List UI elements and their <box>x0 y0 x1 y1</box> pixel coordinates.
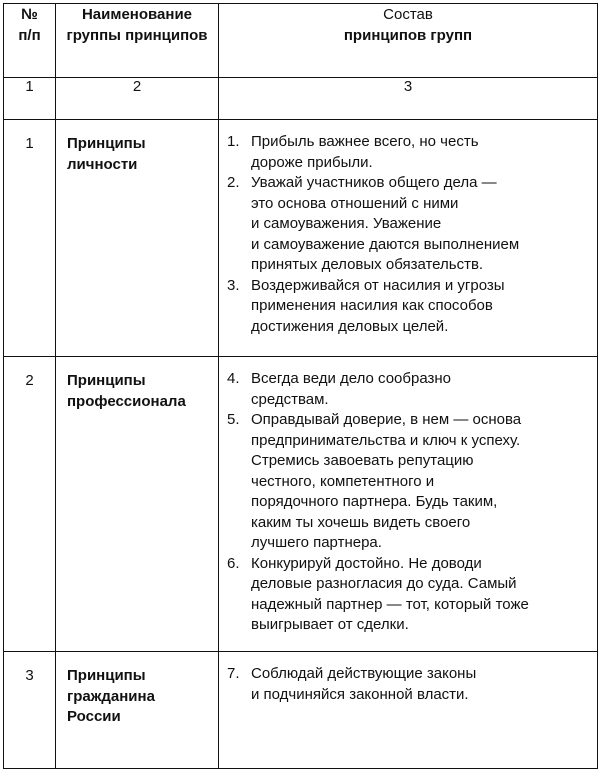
row-number: 2 <box>4 357 56 652</box>
group-name-line: гражданина <box>67 687 155 705</box>
header-composition-line: Состав <box>383 6 433 23</box>
column-number: 2 <box>56 78 219 120</box>
principle-line: лучшего партнера. <box>251 534 382 551</box>
table-row <box>4 120 598 357</box>
table-row <box>4 652 598 769</box>
header-group-line: группы принципов <box>66 27 208 44</box>
group-name <box>56 357 219 652</box>
principle-line: деловые разногласия до суда. Самый <box>251 575 517 592</box>
header-number <box>4 4 56 78</box>
principle-line: средствам. <box>251 390 329 408</box>
group-name-line: профессионала <box>67 392 186 410</box>
principles-cell <box>219 357 598 652</box>
principle-item <box>227 369 589 410</box>
principles-list <box>227 369 589 636</box>
document-page <box>3 3 597 727</box>
row-number: 1 <box>4 120 56 357</box>
principle-line: предпринимательства и ключ к успеху. <box>251 431 521 449</box>
principle-number: 4. <box>227 370 240 387</box>
group-name <box>56 652 219 769</box>
principle-line: это основа отношений с ними <box>251 194 459 212</box>
principles-list <box>227 664 589 705</box>
group-name-line: России <box>67 708 121 725</box>
group-name-line: Принципы <box>67 667 146 684</box>
principle-line: и подчиняйся законной власти. <box>251 685 469 703</box>
principle-line: Прибыль важнее всего, но честь <box>251 133 479 150</box>
table-row <box>4 357 598 652</box>
principle-line: и самоуважения. Уважение <box>251 215 442 232</box>
header-composition-line: принципов групп <box>343 27 473 44</box>
principle-line: Стремись завоевать репутацию <box>251 452 474 469</box>
header-number-line: № <box>21 6 38 23</box>
column-number-row <box>4 78 598 120</box>
principle-item <box>227 554 589 636</box>
principle-line: каким ты хочешь видеть своего <box>251 513 471 531</box>
group-name <box>56 120 219 357</box>
principle-line: порядочного партнера. Будь таким, <box>251 493 498 510</box>
principle-item <box>227 410 589 554</box>
principle-number: 7. <box>227 665 240 682</box>
group-name-line: личности <box>67 155 138 173</box>
column-number: 3 <box>219 78 598 120</box>
principle-line: Оправдывай доверие, в нем — основа <box>251 411 522 428</box>
principle-line: Соблюдай действующие законы <box>251 665 477 682</box>
header-group-name <box>56 4 219 78</box>
principle-number: 3. <box>227 276 240 294</box>
header-group-line: Наименование <box>81 6 193 23</box>
principle-number: 1. <box>227 133 240 150</box>
principle-line: надежный партнер — тот, который тоже <box>251 595 529 613</box>
principle-number: 6. <box>227 554 240 572</box>
principle-item <box>227 664 589 705</box>
principle-line: дороже прибыли. <box>251 153 373 171</box>
principle-line: честного, компетентного и <box>251 472 435 490</box>
principle-item <box>227 173 589 276</box>
column-number: 1 <box>4 78 56 120</box>
principle-item <box>227 276 589 338</box>
header-composition <box>219 4 598 78</box>
principle-line: Конкурируй достойно. Не доводи <box>251 554 482 572</box>
row-number: 3 <box>4 652 56 769</box>
principle-line: Воздерживайся от насилия и угрозы <box>251 276 505 294</box>
principle-line: принятых деловых обязательств. <box>251 256 484 273</box>
header-number-line: п/п <box>18 27 41 44</box>
principle-number: 5. <box>227 411 240 428</box>
principle-line: Всегда веди дело сообразно <box>251 370 452 387</box>
principle-line: достижения деловых целей. <box>251 317 449 335</box>
principle-item <box>227 132 589 173</box>
principles-cell <box>219 652 598 769</box>
principle-number: 2. <box>227 174 240 191</box>
principles-list <box>227 132 589 337</box>
principles-cell <box>219 120 598 357</box>
table-header-row <box>4 4 598 78</box>
principle-line: применения насилия как способов <box>251 297 493 314</box>
principle-line: Уважай участников общего дела — <box>251 174 497 191</box>
group-name-line: Принципы <box>67 135 146 152</box>
principle-line: выигрывает от сделки. <box>251 616 409 633</box>
principle-line: и самоуважение даются выполнением <box>251 235 520 253</box>
principles-table <box>3 3 598 769</box>
group-name-line: Принципы <box>67 372 146 389</box>
